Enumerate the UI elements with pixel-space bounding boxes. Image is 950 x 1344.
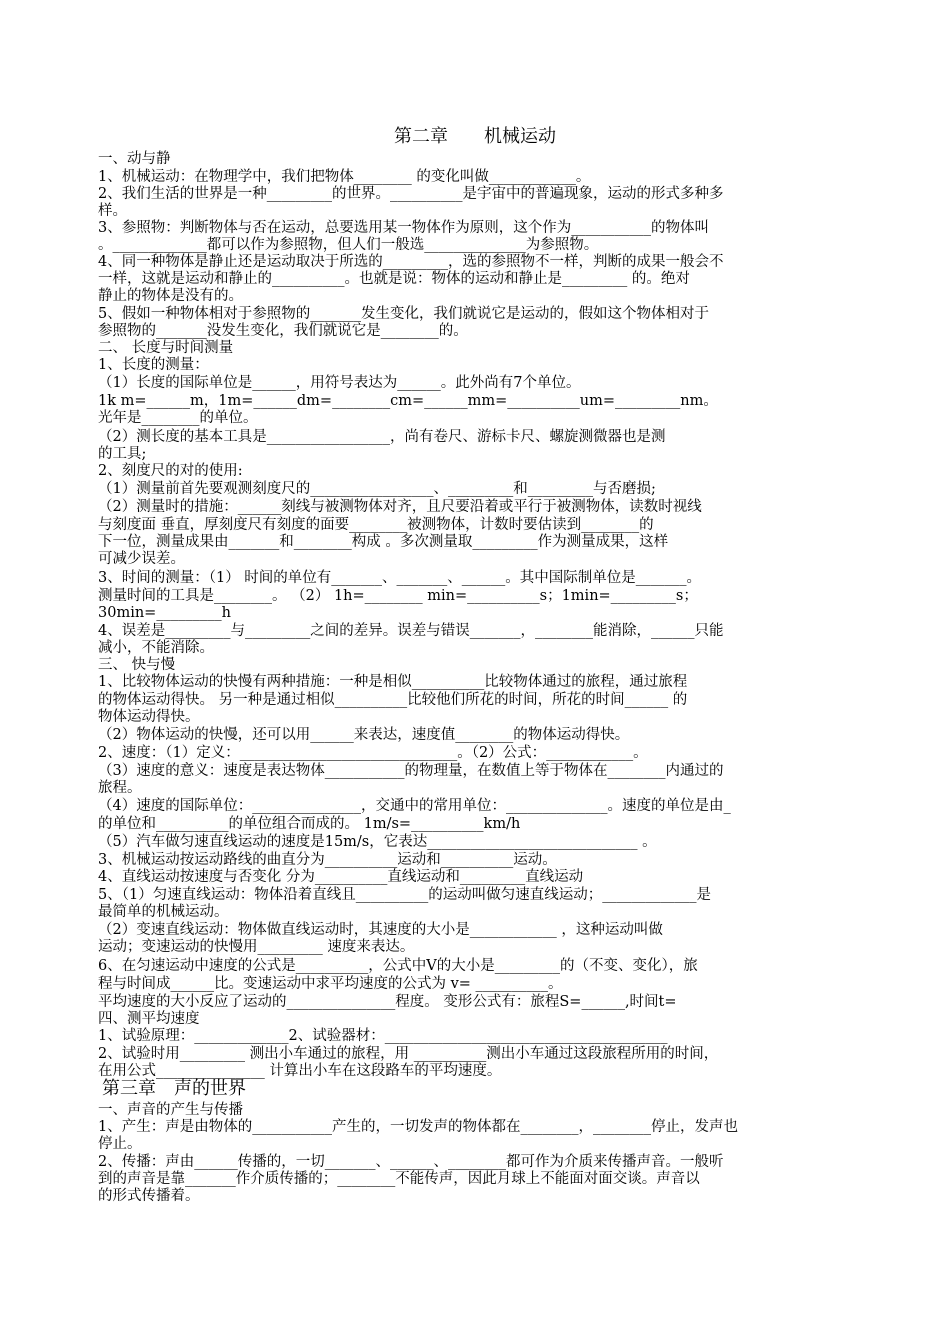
text-line: （2）物体运动的快慢，还可以用______来表达，速度值________的物体运动得快。 (98, 727, 630, 743)
chapter-2-title: 第二章 机械运动 (394, 126, 556, 147)
text-line: 运动；变速运动的快慢用_________ 速度来表达。 (98, 939, 415, 955)
text-line: 1k m=______m，1m=______dm=________cm=______mm=__________um=_________nm。 (98, 393, 718, 409)
text-line: （1）长度的国际单位是______，用符号表达为______。此外尚有7个单位。 (98, 375, 581, 391)
section-heading: 四、测平均速度 (98, 1011, 200, 1027)
text-line: （1）测量前首先要观测刻度尺的_________________、_________和_________与否磨损; (98, 481, 656, 497)
text-line: 1、产生：声是由物体的___________产生的，一切发声的物体都在________，________停止，发声也 (98, 1119, 738, 1135)
section-heading: 三、 快与慢 (98, 657, 176, 673)
text-line: 。_____________都可以作为参照物，但人们一般选______________为参照物。 (98, 237, 599, 253)
text-line: 1、长度的测量： (98, 357, 209, 373)
text-line: 旅程。 (98, 780, 142, 796)
text-line: 测量时间的工具是________。 （2） 1h=________ min=__________s；1min=_________s； (98, 588, 698, 604)
text-line: （4）速度的国际单位：_______________，交通中的常用单位：______________。速度的单位是由_ (98, 798, 731, 814)
text-line: 减小，不能消除。 (98, 640, 214, 656)
text-line: 3、时间的测量：（1） 时间的单位有_______、_______、______。其中国际制单位是_______。 (98, 570, 702, 586)
text-line: 样。 (98, 203, 127, 219)
section-heading: 二、 长度与时间测量 (98, 340, 234, 356)
text-line: （2）变速直线运动：物体做直线运动时，其速度的大小是____________ ，这种运动叫做 (98, 922, 663, 938)
chapter-3-title: 第三章 声的世界 (102, 1078, 246, 1099)
text-line: 一样，这就是运动和静止的__________。也就是说：物体的运动和静止是_________ 的。绝对 (98, 271, 690, 287)
text-line: 2、我们生活的世界是一种_________的世界。__________是宇宙中的普遍现象，运动的形式多种多 (98, 186, 724, 202)
text-line: 的形式传播着。 (98, 1188, 200, 1204)
text-line: 的物体运动得快。 另一种是通过相似__________比较他们所花的时间，所花的时间______ 的 (98, 692, 688, 708)
text-line: 平均速度的大小反应了运动的_______________程度。 变形公式有：旅程S=______,时间t= (98, 994, 677, 1010)
text-line: 5、假如一种物体相对于参照物的_______发生变化，我们就说它是运动的，假如这个物体相对于 (98, 306, 709, 322)
text-line: 静止的物体是没有的。 (98, 288, 243, 304)
text-line: 1、机械运动：在物理学中，我们把物体________ 的变化叫做____________。 (98, 169, 591, 185)
text-line: 2、试验时用_________ 测出小车通过的旅程，用 __________测出小车通过这段旅程所用的时间， (98, 1046, 719, 1062)
text-line: （2）测量时的措施：______刻线与被测物体对齐，且尺要沿着或平行于被测物体，读数时视线 (98, 499, 702, 515)
text-line: 停止。 (98, 1136, 142, 1152)
text-line: 在用公式_______________ 计算出小车在这段路车的平均速度。 (98, 1063, 502, 1079)
text-line: 2、传播：声由______传播的，一切_______、______、________都可作为介质来传播声音。一般听 (98, 1154, 724, 1170)
text-line: 物体运动得快。 (98, 709, 200, 725)
section-heading: 一、动与静 (98, 151, 171, 167)
text-line: 2、刻度尺的对的使用: (98, 463, 243, 479)
text-line: 可减少误差。 (98, 551, 185, 567)
text-line: 5、（1）匀速直线运动：物体沿着直线且__________的运动叫做匀速直线运动；_____________是 (98, 887, 711, 903)
text-line: 与刻度面 垂直，厚刻度尺有刻度的面要________被测物体，计数时要估读到________的 (98, 517, 654, 533)
text-line: 30min=_________h (98, 605, 231, 621)
text-line: 1、试验原理：_____________2、试验器材：_______________________________________ (98, 1028, 668, 1044)
text-line: （3）速度的意义：速度是表达物体___________的物理量，在数值上等于物体在________内通过的 (98, 763, 724, 779)
text-line: 3、参照物：判断物体与否在运动，总要选用某一物体作为原则，这个作为___________的物体叫 (98, 220, 709, 236)
text-line: 的工具; (98, 446, 147, 462)
text-line: 4、直线运动按速度与否变化 分为__________直线运动和_________直线运动 (98, 869, 584, 885)
text-line: 到的声音是靠_______作介质传播的；________不能传声，因此月球上不能面对面交谈。声音以 (98, 1171, 700, 1187)
text-line: 下一位，测量成果由_______和________构成 。多次测量取_________作为测量成果，这样 (98, 534, 669, 550)
text-line: 1、比较物体运动的快慢有两种措施：一种是相似__________比较物体通过的旅程，通过旅程 (98, 674, 688, 690)
text-line: （2）测长度的基本工具是_________________，尚有卷尺、游标卡尺、螺旋测微器也是测 (98, 429, 666, 445)
text-line: （5）汽车做匀速直线运动的速度是15m/s，它表达_____________________________ 。 (98, 834, 657, 850)
text-line: 6、在匀速运动中速度的公式是__________，公式中V的大小是_________的（不变、变化），旅 (98, 958, 698, 974)
text-line: 程与时间成______比。变速运动中求平均速度的公式为 v= __________。 (98, 976, 563, 992)
text-line: 4、同一种物体是静止还是运动取决于所选的_________，选的参照物不一样，判断的成果一般会不 (98, 254, 724, 270)
text-line: 4、误差是_________与_________之间的差异。误差与错误_______，________能消除，______只能 (98, 623, 724, 639)
text-line: 的单位和__________的单位组合而成的。 1m/s=__________km/h (98, 816, 521, 832)
text-line: 3、机械运动按运动路线的曲直分为__________运动和__________运动。 (98, 852, 557, 868)
text-line: 光年是________的单位。 (98, 410, 258, 426)
section-heading: 一、声音的产生与传播 (98, 1102, 243, 1118)
text-line: 最简单的机械运动。 (98, 904, 229, 920)
text-line: 参照物的_______没发生变化，我们就说它是________的。 (98, 323, 468, 339)
text-line: 2、速度：（1）定义：______________________________。（2）公式：____________。 (98, 745, 648, 761)
